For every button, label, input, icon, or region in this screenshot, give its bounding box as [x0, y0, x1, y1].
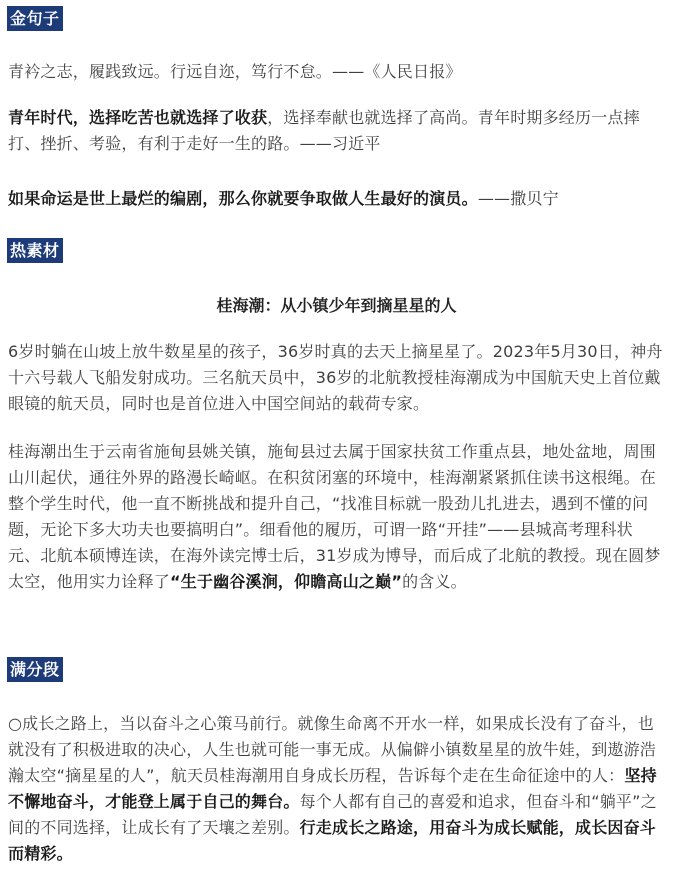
material-paragraph-2-bold: “生于幽谷溪涧，仰瞻高山之巅”: [170, 572, 403, 591]
full-score-text-a: ○成长之路上，当以奋斗之心策马前行。就像生命离不开水一样，如果成长没有了奋斗，也就没有了积极进取的决心，人生也就可能一事无成。从偏僻小镇数星星的放牛娃，到遨游浩瀚太空“摘星星的人”，航天员桂海潮用自身成长历程，告诉每个走在生命征途中的人：: [8, 714, 657, 785]
section-tag-golden-quotes: 金句子: [7, 6, 63, 31]
quote-3-text: ——撒贝宁: [477, 189, 559, 208]
full-score-text-c: 每个人都有自己的喜爱和追求，但奋斗和“躺平”之间的不同选择，让成长有了天壤之差别。: [8, 792, 657, 837]
section-tag-full-score: 满分段: [7, 657, 63, 682]
full-score-paragraph: [8, 711, 663, 867]
quote-3: [8, 186, 663, 212]
quote-1: [8, 59, 663, 85]
quote-3-bold: 如果命运是世上最烂的编剧，那么你就要争取做人生最好的演员。: [8, 189, 478, 208]
material-paragraph-2-end: 的含义。: [402, 572, 467, 591]
quote-2: [8, 105, 663, 157]
material-heading: 桂海潮：从小镇少年到摘星星的人: [216, 296, 457, 315]
full-score-bold-d: 行走成长之路途，用奋斗为成长赋能，成长因奋斗而精彩。: [8, 818, 657, 863]
quote-1-text: 青衿之志，履践致远。行远自迩，笃行不怠。——《人民日报》: [8, 62, 462, 81]
full-score-bold-b: 坚持不懈地奋斗，才能登上属于自己的舞台。: [8, 766, 657, 811]
material-paragraph-1: 6岁时躺在山坡上放牛数星星的孩子，36岁时真的去天上摘星星了。2023年5月30日，神舟十六号载人飞船发射成功。三名航天员中，36岁的北航教授桂海潮成为中国航天史上首位戴眼镜的航天员，同时也是首位进入中国空间站的载荷专家。: [8, 342, 663, 413]
quote-2-bold: 青年时代，选择吃苦也就选择了收获: [8, 108, 268, 127]
material-paragraph-2-text: 桂海潮出生于云南省施甸县姚关镇，施甸县过去属于国家扶贫工作重点县，地处盆地，周围山川起伏，通往外界的路漫长崎岖。在积贫闭塞的环境中，桂海潮紧紧抓住读书这根绳。在整个学生时代，他一直不断挑战和提升自己，“找准目标就一股劲儿扎进去，遇到不懂的问题，无论下多大功夫也要搞明白”。细看他的履历，可谓一路“开挂”——县城高考理科状元、北航本硕博连读，在海外读完博士后，31岁成为博导，而后成了北航的教授。现在圆梦太空，他用实力诠释了: [8, 442, 661, 591]
material-paragraph-2: [8, 439, 663, 595]
quote-2-text: ，选择奉献也就选择了高尚。青年时期多经历一点摔打、挫折、考验，有利于走好一生的路。——习近平: [8, 108, 640, 153]
section-tag-hot-material: 热素材: [7, 238, 63, 263]
